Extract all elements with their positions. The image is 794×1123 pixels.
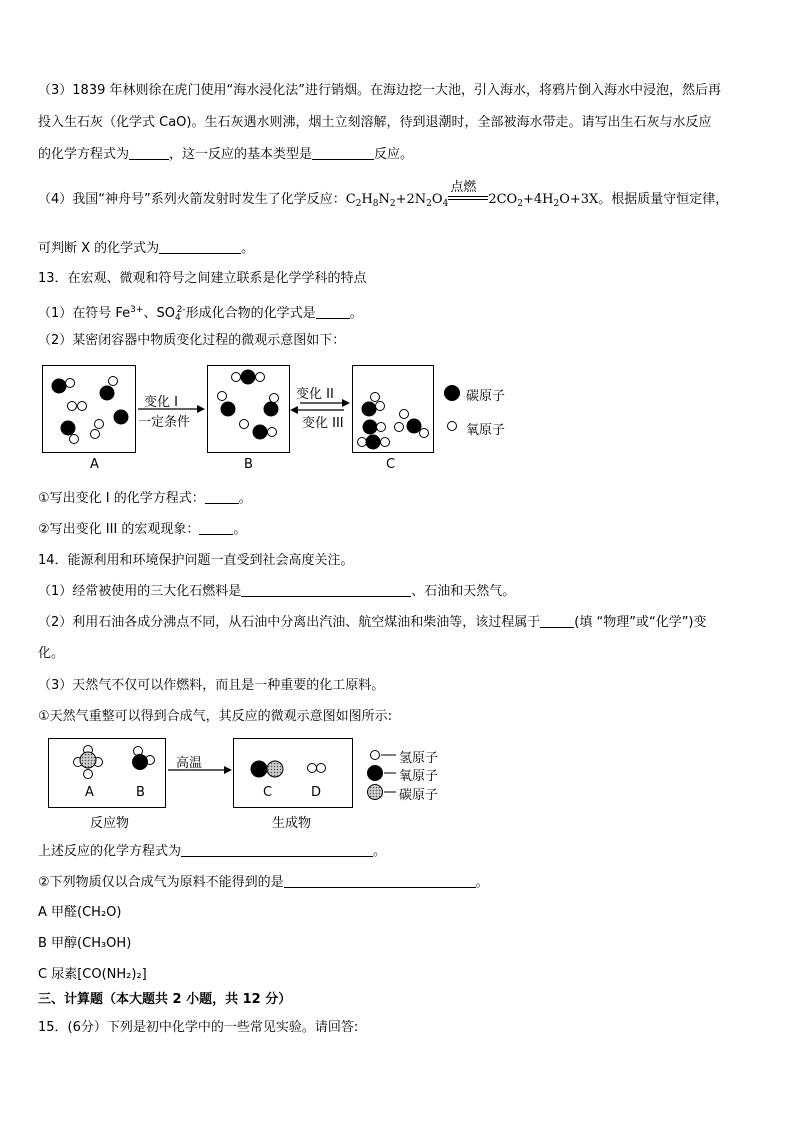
q14-eq-end: 。 [373, 844, 387, 859]
q14-eq-text: 上述反应的化学方程式为 [38, 844, 182, 859]
q12-p3-line2: 投入生石灰（化学式 CaO)。生石灰遇水则沸，烟土立刻溶解，待到退潮时，全部被海水带走。请写出生石灰与水反应 [38, 115, 712, 130]
legend-hydrogen-label: 氢原子 [399, 751, 439, 766]
q13-p1-text-c: 形成化合物的化学式是 [185, 306, 316, 321]
q13-p1-text-a: （1）在符号 Fe [38, 306, 131, 321]
legend-oxygen-icon [368, 766, 383, 781]
q12-p4-text-pre: （4）我国“神舟号”系列火箭发射时发生了化学反应： [38, 192, 346, 207]
reactants-caption: 反应物 [90, 816, 130, 831]
box-c-label: C [386, 457, 396, 472]
legend-oxygen-label: 氧原子 [399, 769, 439, 784]
legend-hydrogen-icon [371, 751, 380, 760]
q14-p2-cont: 化。 [38, 646, 65, 661]
box-b-label: B [244, 457, 253, 472]
q13-p1-text-d: 。 [349, 306, 363, 321]
q13-p1-subscript: 4 [174, 313, 181, 323]
reaction-condition: 点燃 [450, 180, 477, 195]
q13-p2: （2）某密闭容器中物质变化过程的微观示意图如下： [38, 333, 346, 348]
change-1-condition: 一定条件 [138, 415, 191, 430]
q12-p3-text-b: ，这一反应的基本类型是 [169, 147, 313, 162]
q12-p4-text-l2a: 可判断 X 的化学式为 [38, 241, 160, 256]
q12-p3-line1: （3）1839 年林则徐在虎门使用“海水浸化法”进行销烟。在海边挖一大池，引入海水，将鸦片倒入海水中浸泡，然后再 [38, 83, 721, 98]
q14-title: 14．能源利用和环境保护问题一直受到社会高度关注。 [38, 553, 354, 568]
carbon-atom [267, 761, 283, 777]
q13-s1-end: 。 [238, 491, 252, 506]
section-3-title: 三、计算题（本大题共 2 小题，共 12 分） [38, 992, 292, 1007]
q13-p1-charge-fe: 3+ [130, 305, 144, 315]
oxygen-atom [133, 755, 148, 770]
option-a[interactable]: A 甲醛(CH₂O) [38, 905, 122, 920]
answer-blank[interactable] [284, 874, 476, 888]
q12-p4-text-l2b: 。 [241, 241, 255, 256]
q13-s1-text: ①写出变化 I 的化学方程式： [38, 491, 205, 506]
q13-s2-text: ②写出变化 III 的宏观现象： [38, 522, 200, 537]
q15-title: 15．(6分）下列是初中化学中的一些常见实验。请回答: [38, 1020, 359, 1035]
q12-p3-text-a: 的化学方程式为 [38, 147, 130, 162]
q14-equation [38, 843, 386, 861]
change-3-label: 变化 III [302, 416, 344, 431]
q12-p4-text-post: 。根据质量守恒定律， [598, 192, 729, 207]
q13-p1-text-b: 、SO [143, 306, 175, 321]
legend-carbon-icon [368, 785, 383, 800]
legend-carbon-label: 碳原子 [399, 788, 439, 803]
products-caption: 生成物 [272, 816, 312, 831]
product-c-label: C [263, 785, 273, 800]
change-2-label: 变化 II [296, 387, 334, 402]
box-a-label: A [90, 457, 99, 472]
reaction-equation: $C_2H_8N_2+2N_2O_4$ 点燃 $2CO_2+4H_2O+3X$ [345, 180, 599, 209]
q12-p3-text-c: 反应。 [374, 147, 414, 162]
q14-p2-text-b: (填 “物理”或“化学”)变 [574, 615, 707, 630]
q14-p1-text-a: （1）经常被使用的三大化石燃料是 [38, 584, 242, 599]
legend-oxygen-label: 氧原子 [466, 423, 506, 438]
q14-p2-text-a: （2）利用石油各成分沸点不同，从石油中分离出汽油、航空煤油和柴油等，该过程属于 [38, 615, 541, 630]
option-c[interactable]: C 尿素[CO(NH₂)₂] [38, 967, 147, 982]
answer-blank[interactable] [181, 843, 373, 857]
hydrogen-atom [317, 764, 326, 773]
q14-s1: ①天然气重整可以得到合成气，其反应的微观示意图如图所示: [38, 709, 393, 724]
legend-carbon-label: 碳原子 [466, 389, 506, 404]
q14-s2-end: 。 [475, 875, 489, 890]
hydrogen-atom [84, 770, 93, 779]
q14-p1-text-b: 、石油和天然气。 [411, 584, 516, 599]
q13-p1-charge-so4: 2- [176, 305, 186, 315]
arrowhead-right [224, 766, 232, 774]
q13-s2-end: 。 [233, 522, 247, 537]
q14-s2-text: ②下列物质仅以合成气为原料不能得到的是 [38, 875, 284, 890]
q14-p3: （3）天然气不仅可以作燃料，而且是一种重要的化工原料。 [38, 678, 385, 693]
change-1-label: 变化 I [144, 395, 178, 410]
q14-s2 [38, 874, 489, 892]
option-b[interactable]: B 甲醇(CH₃OH) [38, 936, 132, 951]
condition-label: 高温 [176, 756, 203, 771]
oxygen-atom [251, 761, 267, 777]
q13-title: 13．在宏观、微观和符号之间建立联系是化学学科的特点 [38, 271, 367, 286]
hydrogen-atom [308, 764, 317, 773]
carbon-atom [80, 752, 96, 768]
reactant-a-label: A [85, 785, 94, 800]
reactant-b-label: B [136, 785, 145, 800]
product-d-label: D [311, 785, 322, 800]
